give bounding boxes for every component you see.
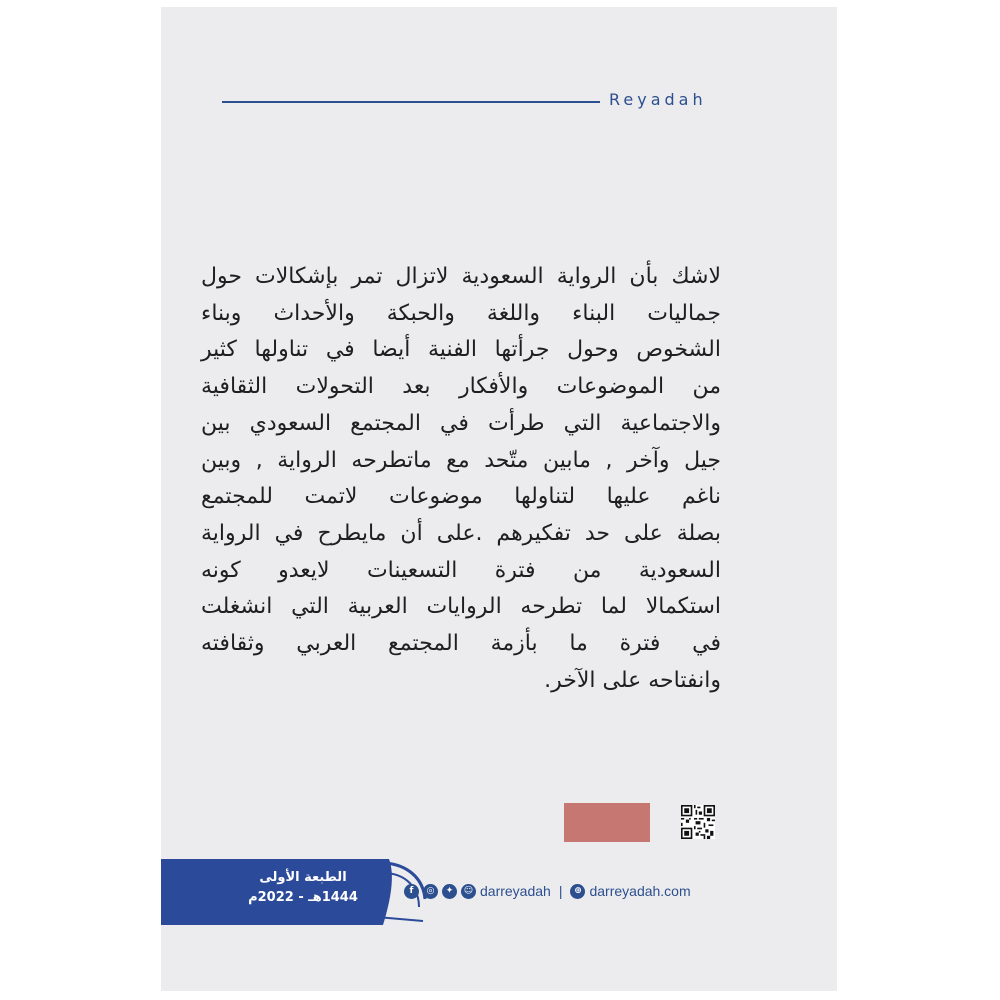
back-cover [161,7,837,991]
blurb-line: استكمالا لما تطرحه الروايات العربية التي انشغلت [201,594,721,620]
edition-label: الطبعة الأولى [259,870,347,885]
blurb-line: ناغم عليها لتناولها موضوعات لاتمت للمجتمع [201,484,721,510]
blurb-line: في فترة ما بأزمة المجتمع العربي وثقافته [201,631,721,657]
twitter-icon: ✦ [442,884,457,899]
edition-info [243,868,363,908]
price-sticker [564,803,650,842]
blurb-line: وانفتاحه على الآخر. [544,667,721,693]
qr-code-icon [681,805,715,839]
blurb-text [201,259,721,699]
blurb-line: جيل وآخر , مابين متّحد مع ماتطرحه الرواية , وبين [201,447,721,473]
website-url: darreyadah.com [589,883,691,899]
blurb-line: السعودية من فترة التسعينات لايعدو كونه [201,557,721,583]
blurb-line: بصلة على حد تفكيرهم .على أن مايطرح في الرواية [201,520,721,546]
blurb-line: من الموضوعات والأفكار بعد التحولات الثقافية [201,374,721,400]
social-handle: darreyadah [480,883,551,899]
links-separator: | [558,883,563,899]
header-rule [222,101,600,103]
instagram-icon: ◎ [423,884,438,899]
publisher-brand: Reyadah [609,90,707,109]
facebook-icon: f [404,884,419,899]
blurb-line: جماليات البناء واللغة والحبكة والأحداث وبناء [201,300,721,326]
contact-links [404,883,691,899]
globe-icon: ⊕ [570,884,585,899]
blurb-line: لاشك بأن الرواية السعودية لاتزال تمر بإشكالات حول [201,264,721,289]
blurb-line: الشخوص وحول جرأتها الفنية أيضا في تناولها كثير [201,337,721,363]
edition-date: 1444هـ - 2022م [248,890,358,905]
snapchat-icon: ☺ [461,884,476,899]
blurb-line: والاجتماعية التي طرأت في المجتمع السعودي بين [201,410,721,436]
